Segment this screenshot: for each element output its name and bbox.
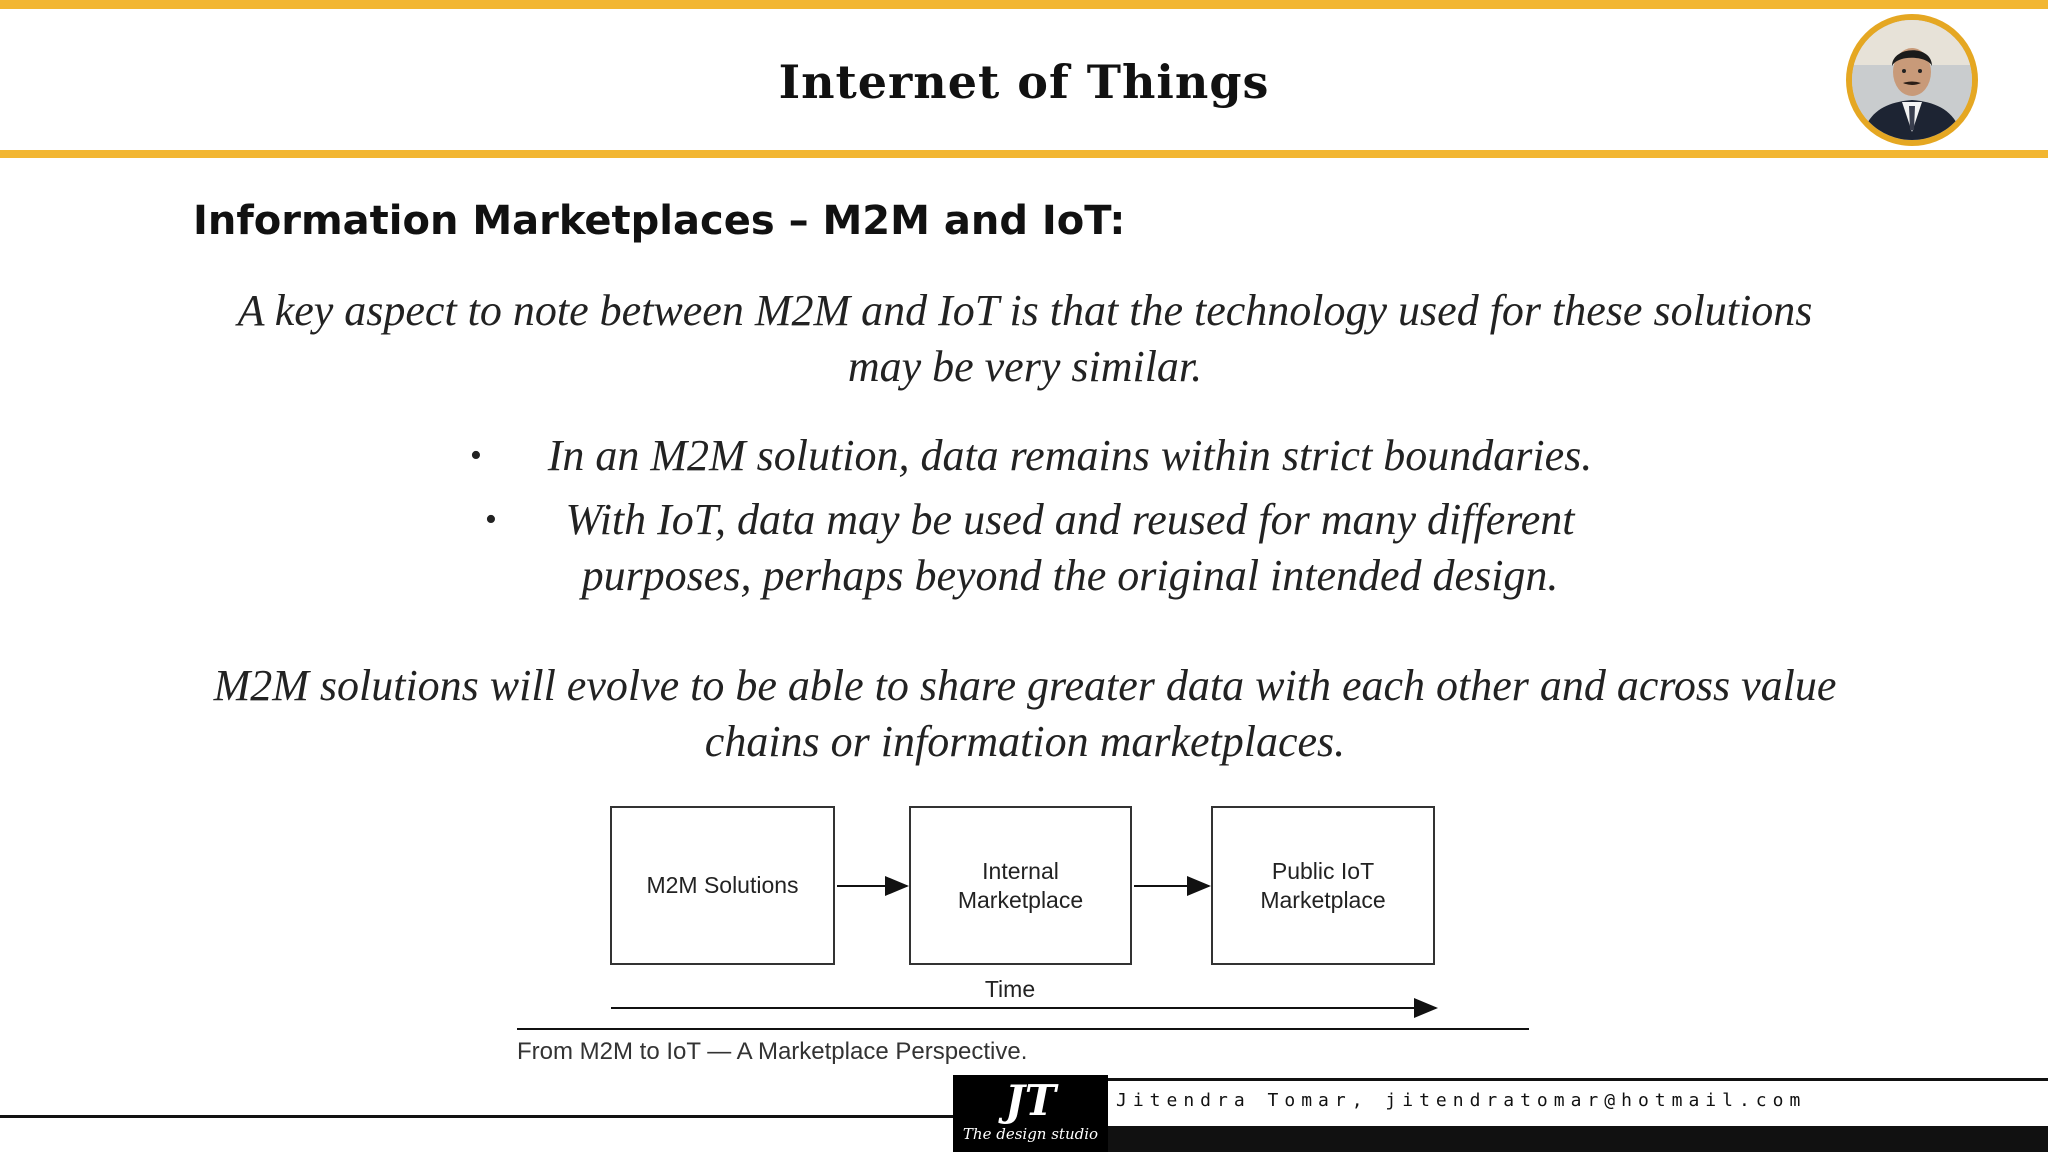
logo-subtitle: The design studio — [962, 1125, 1099, 1143]
footer-bar — [1108, 1126, 2048, 1152]
time-axis-label: Time — [984, 976, 1036, 1002]
diagram-box-m2m-solutions: M2M Solutions — [610, 806, 835, 965]
section-heading: Information Marketplaces – M2M and IoT: — [193, 198, 1126, 244]
intro-paragraph: A key aspect to note between M2M and IoT is that the technology used for these solutions may be very similar. — [237, 286, 1813, 391]
bullet-list-2 — [485, 492, 1600, 604]
conclusion-paragraph: M2M solutions will evolve to be able to share greater data with each other and across value chains or information marketplaces. — [213, 661, 1837, 766]
diagram-box-internal-marketplace: Internal Marketplace — [909, 806, 1132, 965]
footer-credit: Jitendra Tomar, jitendratomar@hotmail.com — [1116, 1090, 1807, 1111]
slide-title: Internet of Things — [778, 55, 1270, 109]
slide-header — [0, 0, 2048, 160]
bullet-text: In an M2M solution, data remains within strict boundaries. — [547, 431, 1593, 480]
footer-left-rule — [0, 1115, 955, 1118]
presenter-avatar — [1846, 14, 1978, 146]
footer-top-rule — [1108, 1078, 2048, 1081]
bullet-dot-icon: • — [485, 501, 497, 538]
bullet-item — [485, 492, 1600, 604]
studio-logo — [953, 1075, 1108, 1152]
figure-caption: From M2M to IoT — A Marketplace Perspective. — [517, 1038, 1028, 1065]
diagram-box-public-iot-marketplace: Public IoT Marketplace — [1211, 806, 1435, 965]
header-top-rule — [0, 0, 2048, 9]
bullet-list-1 — [470, 428, 1620, 484]
bullet-dot-icon: • — [470, 437, 482, 474]
logo-mark: JT — [1004, 1076, 1057, 1125]
bullet-text: With IoT, data may be used and reused for many different purposes, perhaps beyond the original intended design. — [565, 495, 1575, 600]
presenter-photo-icon — [1852, 20, 1972, 140]
bullet-item — [470, 428, 1620, 484]
header-bottom-rule — [0, 150, 2048, 158]
